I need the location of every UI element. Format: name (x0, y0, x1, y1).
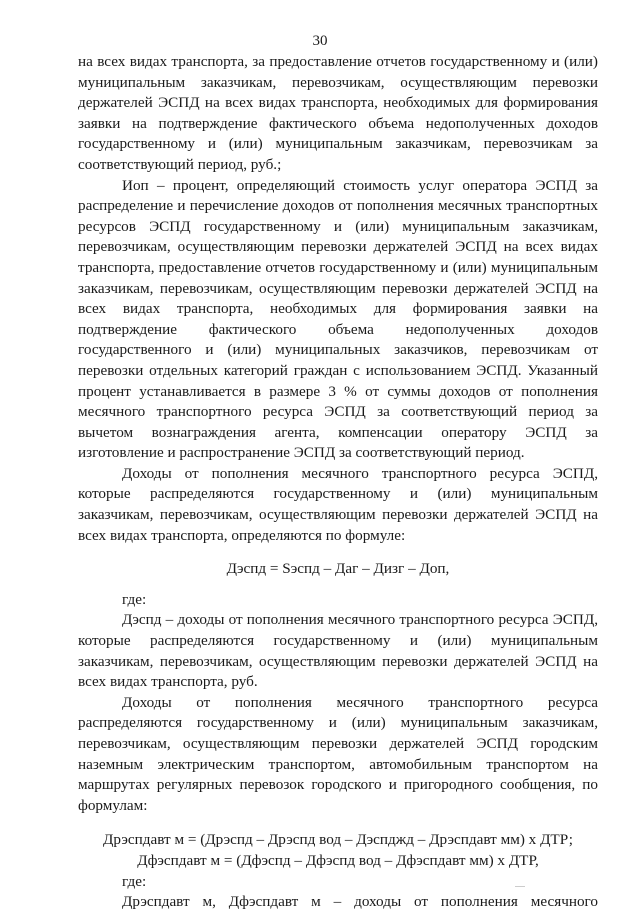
formula-dfespdavt: Дфэспдавт м = (Дфэспд – Дфэспд вод – Дфэспдавт мм) х ДТР, (137, 851, 539, 869)
paragraph-final-line: Дрэспдавт м, Дфэспдавт м – доходы от пополнения месячного (122, 893, 598, 911)
paragraph-income-intro: Доходы от пополнения месячного транспортного ресурса ЭСПД, которые распределяются государственному и (или) муниципальным заказчикам, перевозчикам, осуществляющим перевозки держателей ЭСПД на всех видах транспорта, определяются по формуле: (78, 464, 598, 544)
where-label-1: где: (122, 590, 147, 608)
paragraph-continuation: на всех видах транспорта, за предоставление отчетов государственному и (или) муниципальным заказчикам, перевозчикам, осуществляющим перевозки держателей ЭСПД на всех видах транспорта, необходимых для формирования заявки на подтверждение фактического объема недополученных доходов государственному и (или) муниципальным заказчикам, перевозчикам за соответствующий период, руб.; (78, 53, 598, 173)
paragraph-distribution: Доходы от пополнения месячного транспортного ресурса распределяются государственному и (или) муниципальным заказчикам, перевозчикам, осуществляющим перевозки держателей ЭСПД городским наземным электрическим транспортом, автомобильным транспортом на маршрутах регулярных перевозок городского и пригородного сообщения, по формулам: (78, 693, 598, 814)
page-number: 30 (312, 33, 328, 49)
scan-mark (515, 886, 525, 887)
formula-despd: Дэспд = Sэспд – Даг – Дизг – Доп, (226, 560, 450, 578)
document-body (78, 52, 598, 913)
formula-drespdavt: Дрэспдавт м = (Дрэспд – Дрэспд вод – Дэспджд – Дрэспдавт мм) х ДТР; (103, 831, 573, 849)
where-label-2: где: (122, 872, 147, 890)
paragraph-despd-definition: Дэспд – доходы от пополнения месячного транспортного ресурса ЭСПД, которые распределяются государственному и (или) муниципальным заказчикам, перевозчикам, осуществляющим перевозки держателей ЭСПД на всех видах транспорта, руб. (78, 611, 598, 691)
paragraph-iop-definition: Иоп – процент, определяющий стоимость услуг оператора ЭСПД за распределение и перечисление доходов от пополнения месячных транспортных ресурсов ЭСПД государственному и (или) муниципальным заказчикам, перевозчикам, осуществляющим перевозки держателей ЭСПД на всех видах транспорта, предоставление отчетов государственному и (или) муниципальным заказчикам, перевозчикам, осуществляющим перевозки держателей ЭСПД на всех видах транспорта, необходимых для формирования заявки на подтверждение фактического объема недополученных доходов государственного и (или) муниципальных заказчиков, перевозчикам от перевозки отдельных категорий граждан с использованием ЭСПД. Указанный процент устанавливается в размере 3 % от суммы доходов от пополнения месячного транспортного ресурса ЭСПД за соответствующий период за вычетом вознаграждения агента, компенсации оператору ЭСПД за изготовление и распространение ЭСПД за соответствующий период. (78, 176, 598, 462)
